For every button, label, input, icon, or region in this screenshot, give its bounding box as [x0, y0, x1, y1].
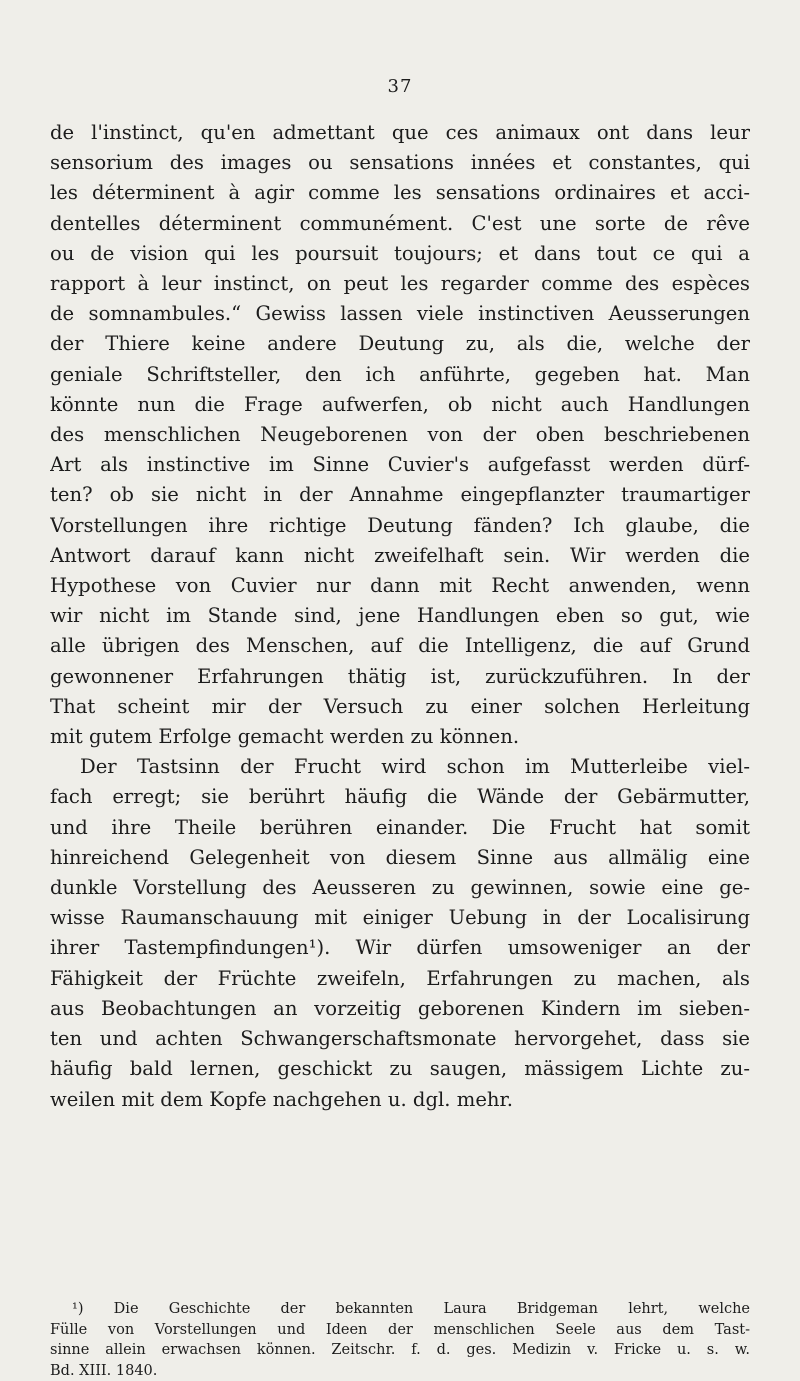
body-text: [50, 118, 750, 1115]
footnote-line: Bd. XIII. 1840.: [50, 1361, 750, 1381]
text-line: gewonnener Erfahrungen thätig ist, zurückzuführen. In der: [50, 662, 750, 692]
page-number: 37: [0, 76, 800, 97]
text-line: ihrer Tastempfindungen¹). Wir dürfen umsoweniger an der: [50, 933, 750, 963]
text-line: That scheint mir der Versuch zu einer solchen Herleitung: [50, 692, 750, 722]
text-line: ten? ob sie nicht in der Annahme eingepflanzter traumartiger: [50, 480, 750, 510]
text-line: wisse Raumanschauung mit einiger Uebung in der Localisirung: [50, 903, 750, 933]
text-line: fach erregt; sie berührt häufig die Wände der Gebärmutter,: [50, 782, 750, 812]
text-line: wir nicht im Stande sind, jene Handlungen eben so gut, wie: [50, 601, 750, 631]
text-line: aus Beobachtungen an vorzeitig geborenen Kindern im sieben-: [50, 994, 750, 1024]
text-line: Vorstellungen ihre richtige Deutung fänden? Ich glaube, die: [50, 511, 750, 541]
text-line: und ihre Theile berühren einander. Die Frucht hat somit: [50, 813, 750, 843]
text-line: häufig bald lernen, geschickt zu saugen, mässigem Lichte zu-: [50, 1054, 750, 1084]
text-line: Art als instinctive im Sinne Cuvier's aufgefasst werden dürf-: [50, 450, 750, 480]
text-line: dunkle Vorstellung des Aeusseren zu gewinnen, sowie eine ge-: [50, 873, 750, 903]
text-line: weilen mit dem Kopfe nachgehen u. dgl. mehr.: [50, 1085, 750, 1115]
footnote-line: Fülle von Vorstellungen und Ideen der menschlichen Seele aus dem Tast-: [50, 1320, 750, 1341]
text-line: de l'instinct, qu'en admettant que ces animaux ont dans leur: [50, 118, 750, 148]
text-line: de somnambules.“ Gewiss lassen viele instinctiven Aeusserungen: [50, 299, 750, 329]
text-line: alle übrigen des Menschen, auf die Intelligenz, die auf Grund: [50, 631, 750, 661]
text-line: der Thiere keine andere Deutung zu, als die, welche der: [50, 329, 750, 359]
text-line: Der Tastsinn der Frucht wird schon im Mutterleibe viel-: [50, 752, 750, 782]
text-line: des menschlichen Neugeborenen von der oben beschriebenen: [50, 420, 750, 450]
text-line: les déterminent à agir comme les sensations ordinaires et acci-: [50, 178, 750, 208]
text-line: Hypothese von Cuvier nur dann mit Recht anwenden, wenn: [50, 571, 750, 601]
footnote: [50, 1299, 750, 1381]
text-line: sensorium des images ou sensations innées et constantes, qui: [50, 148, 750, 178]
text-line: dentelles déterminent communément. C'est une sorte de rêve: [50, 209, 750, 239]
text-line: hinreichend Gelegenheit von diesem Sinne aus allmälig eine: [50, 843, 750, 873]
text-line: Fähigkeit der Früchte zweifeln, Erfahrungen zu machen, als: [50, 964, 750, 994]
text-line: mit gutem Erfolge gemacht werden zu können.: [50, 722, 750, 752]
text-line: ou de vision qui les poursuit toujours; et dans tout ce qui a: [50, 239, 750, 269]
text-line: geniale Schriftsteller, den ich anführte, gegeben hat. Man: [50, 360, 750, 390]
footnote-line: sinne allein erwachsen können. Zeitschr. f. d. ges. Medizin v. Fricke u. s. w.: [50, 1340, 750, 1361]
text-line: könnte nun die Frage aufwerfen, ob nicht auch Handlungen: [50, 390, 750, 420]
text-line: Antwort darauf kann nicht zweifelhaft sein. Wir werden die: [50, 541, 750, 571]
text-line: rapport à leur instinct, on peut les regarder comme des espèces: [50, 269, 750, 299]
footnote-line: ¹) Die Geschichte der bekannten Laura Bridgeman lehrt, welche: [50, 1299, 750, 1320]
text-line: ten und achten Schwangerschaftsmonate hervorgehet, dass sie: [50, 1024, 750, 1054]
